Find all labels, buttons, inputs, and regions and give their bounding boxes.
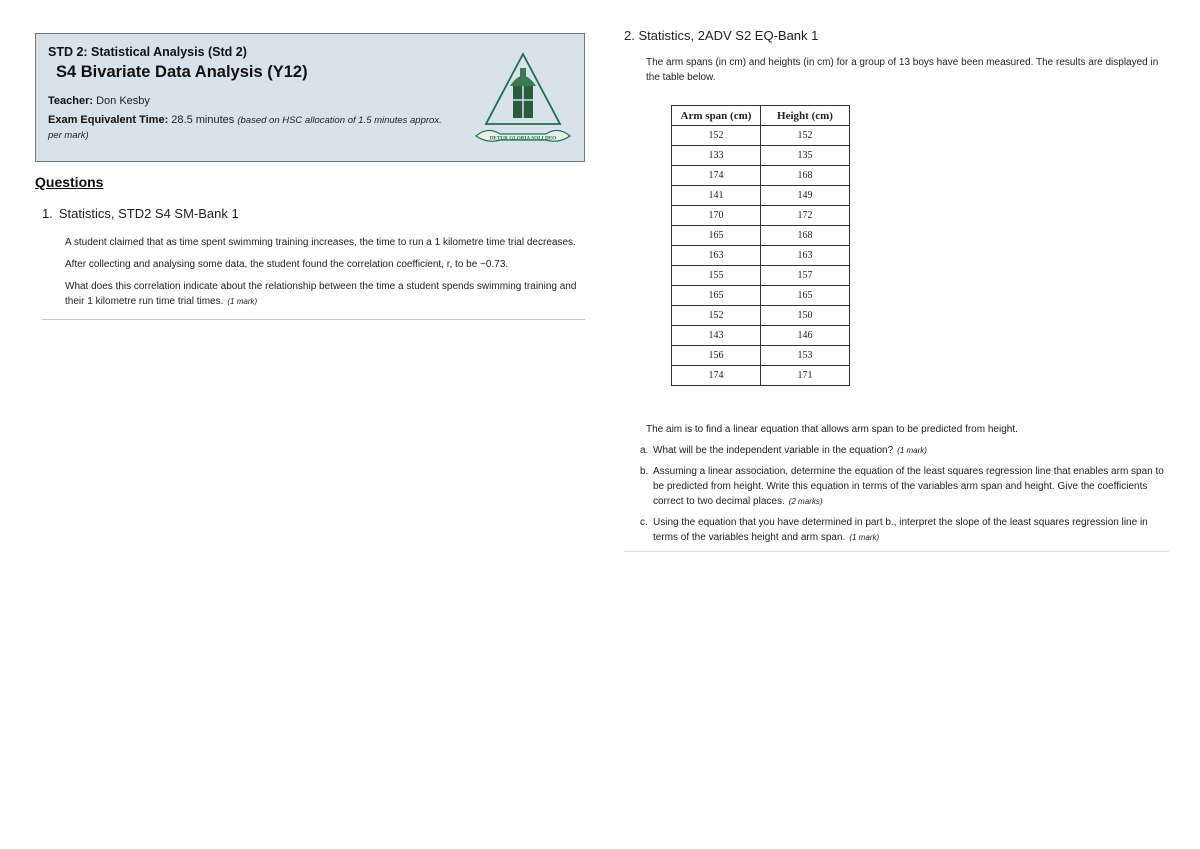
exam-time-line: [48, 113, 458, 143]
left-page: [35, 33, 585, 320]
part-b: [640, 464, 1170, 509]
part-c-mark: (1 mark): [849, 533, 880, 542]
question-1-paragraph-2: After collecting and analysing some data, the student found the correlation coefficient, r, to be −0.73.: [65, 259, 509, 270]
table-row: [672, 226, 850, 246]
teacher-label: Teacher:: [48, 95, 94, 107]
arm-span-cell: 170: [672, 206, 761, 226]
height-cell: 171: [761, 366, 850, 386]
exam-time-value: 28.5 minutes: [171, 114, 235, 126]
exam-time-label: Exam Equivalent Time:: [48, 114, 169, 126]
arm-span-cell: 143: [672, 326, 761, 346]
question-1-body: [65, 235, 585, 309]
questions-heading: Questions: [35, 174, 104, 190]
table-row: [672, 166, 850, 186]
table-row: [672, 266, 850, 286]
height-cell: 149: [761, 186, 850, 206]
question-2-source: Statistics, 2ADV S2 EQ-Bank 1: [638, 28, 819, 43]
question-2-number: 2.: [624, 28, 635, 43]
table-row: [672, 206, 850, 226]
part-a-label: a.: [640, 445, 649, 456]
height-cell: 146: [761, 326, 850, 346]
table-row: [672, 126, 850, 146]
part-b-text: Assuming a linear association, determine the equation of the least squares regression line that enables arm span to be predicted from height. Write this equation in terms of the variables arm span and height. Give the coefficients correct to two decimal places.: [653, 466, 1164, 507]
part-a-text-wrap: [653, 443, 1170, 458]
height-cell: 153: [761, 346, 850, 366]
svg-text:DETUR GLORIA SOLI DEO: DETUR GLORIA SOLI DEO: [489, 135, 557, 142]
worksheet-header: [35, 33, 585, 162]
column-header-arm-span: Arm span (cm): [672, 106, 761, 126]
teacher-name: Don Kesby: [96, 95, 150, 107]
height-cell: 163: [761, 246, 850, 266]
exam-time-note: (based on HSC allocation of 1.5 minutes approx. per mark): [48, 115, 442, 141]
arm-span-cell: 152: [672, 126, 761, 146]
question-2-title: [624, 28, 1169, 43]
right-page: [624, 28, 1169, 552]
height-cell: 168: [761, 166, 850, 186]
arm-span-cell: 156: [672, 346, 761, 366]
worksheet-title: S4 Bivariate Data Analysis (Y12): [56, 63, 308, 81]
table-row: [672, 326, 850, 346]
part-a-mark: (1 mark): [897, 446, 927, 455]
arm-span-cell: 155: [672, 266, 761, 286]
school-crest-logo: [468, 44, 578, 154]
question-2-divider: [624, 551, 1169, 552]
course-name: STD 2: Statistical Analysis (Std 2): [48, 45, 247, 59]
arm-span-cell: 152: [672, 306, 761, 326]
table-body: [672, 126, 850, 386]
arm-span-cell: 165: [672, 286, 761, 306]
question-2-parts: [640, 443, 1170, 545]
arm-span-cell: 141: [672, 186, 761, 206]
question-1-source: Statistics, STD2 S4 SM-Bank 1: [58, 206, 239, 221]
table-header-row: [672, 106, 850, 126]
question-1-prompt: What does this correlation indicate about the relationship between the time a student spends swimming training and their 1 kilometre run time trial times.: [65, 281, 577, 307]
height-cell: 157: [761, 266, 850, 286]
table-row: [672, 186, 850, 206]
part-b-label: b.: [640, 466, 649, 477]
height-cell: 172: [761, 206, 850, 226]
height-cell: 152: [761, 126, 850, 146]
question-2-aim: The aim is to find a linear equation that allows arm span to be predicted from height.: [646, 424, 1018, 435]
question-2-intro: The arm spans (in cm) and heights (in cm) for a group of 13 boys have been measured. The results are displayed in the table below.: [646, 57, 1159, 83]
table-row: [672, 306, 850, 326]
table-row: [672, 246, 850, 266]
part-c: [640, 515, 1170, 545]
table-row: [672, 146, 850, 166]
part-c-text-wrap: [653, 515, 1170, 545]
height-cell: 150: [761, 306, 850, 326]
part-b-mark: (2 marks): [788, 497, 823, 506]
arm-span-cell: 165: [672, 226, 761, 246]
part-b-text-wrap: [653, 464, 1170, 509]
table-row: [672, 366, 850, 386]
column-header-height: Height (cm): [761, 106, 850, 126]
question-1-mark: (1 mark): [227, 297, 258, 306]
table-row: [672, 346, 850, 366]
part-a: [640, 443, 1170, 458]
question-1-paragraph-1: A student claimed that as time spent swimming training increases, the time to run a 1 kilometre time trial decreases.: [65, 237, 576, 248]
part-c-label: c.: [640, 517, 648, 528]
question-1-paragraph-3: [65, 279, 585, 309]
arm-span-cell: 174: [672, 166, 761, 186]
height-cell: 168: [761, 226, 850, 246]
arm-span-height-table: [671, 105, 850, 386]
question-1-title: [42, 206, 585, 221]
part-c-text: Using the equation that you have determined in part b., interpret the slope of the least squares regression line in terms of the variables height and arm span.: [653, 517, 1148, 543]
arm-span-cell: 174: [672, 366, 761, 386]
arm-span-cell: 133: [672, 146, 761, 166]
arm-span-cell: 163: [672, 246, 761, 266]
height-cell: 165: [761, 286, 850, 306]
part-a-text: What will be the independent variable in the equation?: [653, 445, 894, 456]
question-1-number: 1.: [42, 206, 53, 221]
question-divider: [42, 319, 585, 320]
table-row: [672, 286, 850, 306]
height-cell: 135: [761, 146, 850, 166]
